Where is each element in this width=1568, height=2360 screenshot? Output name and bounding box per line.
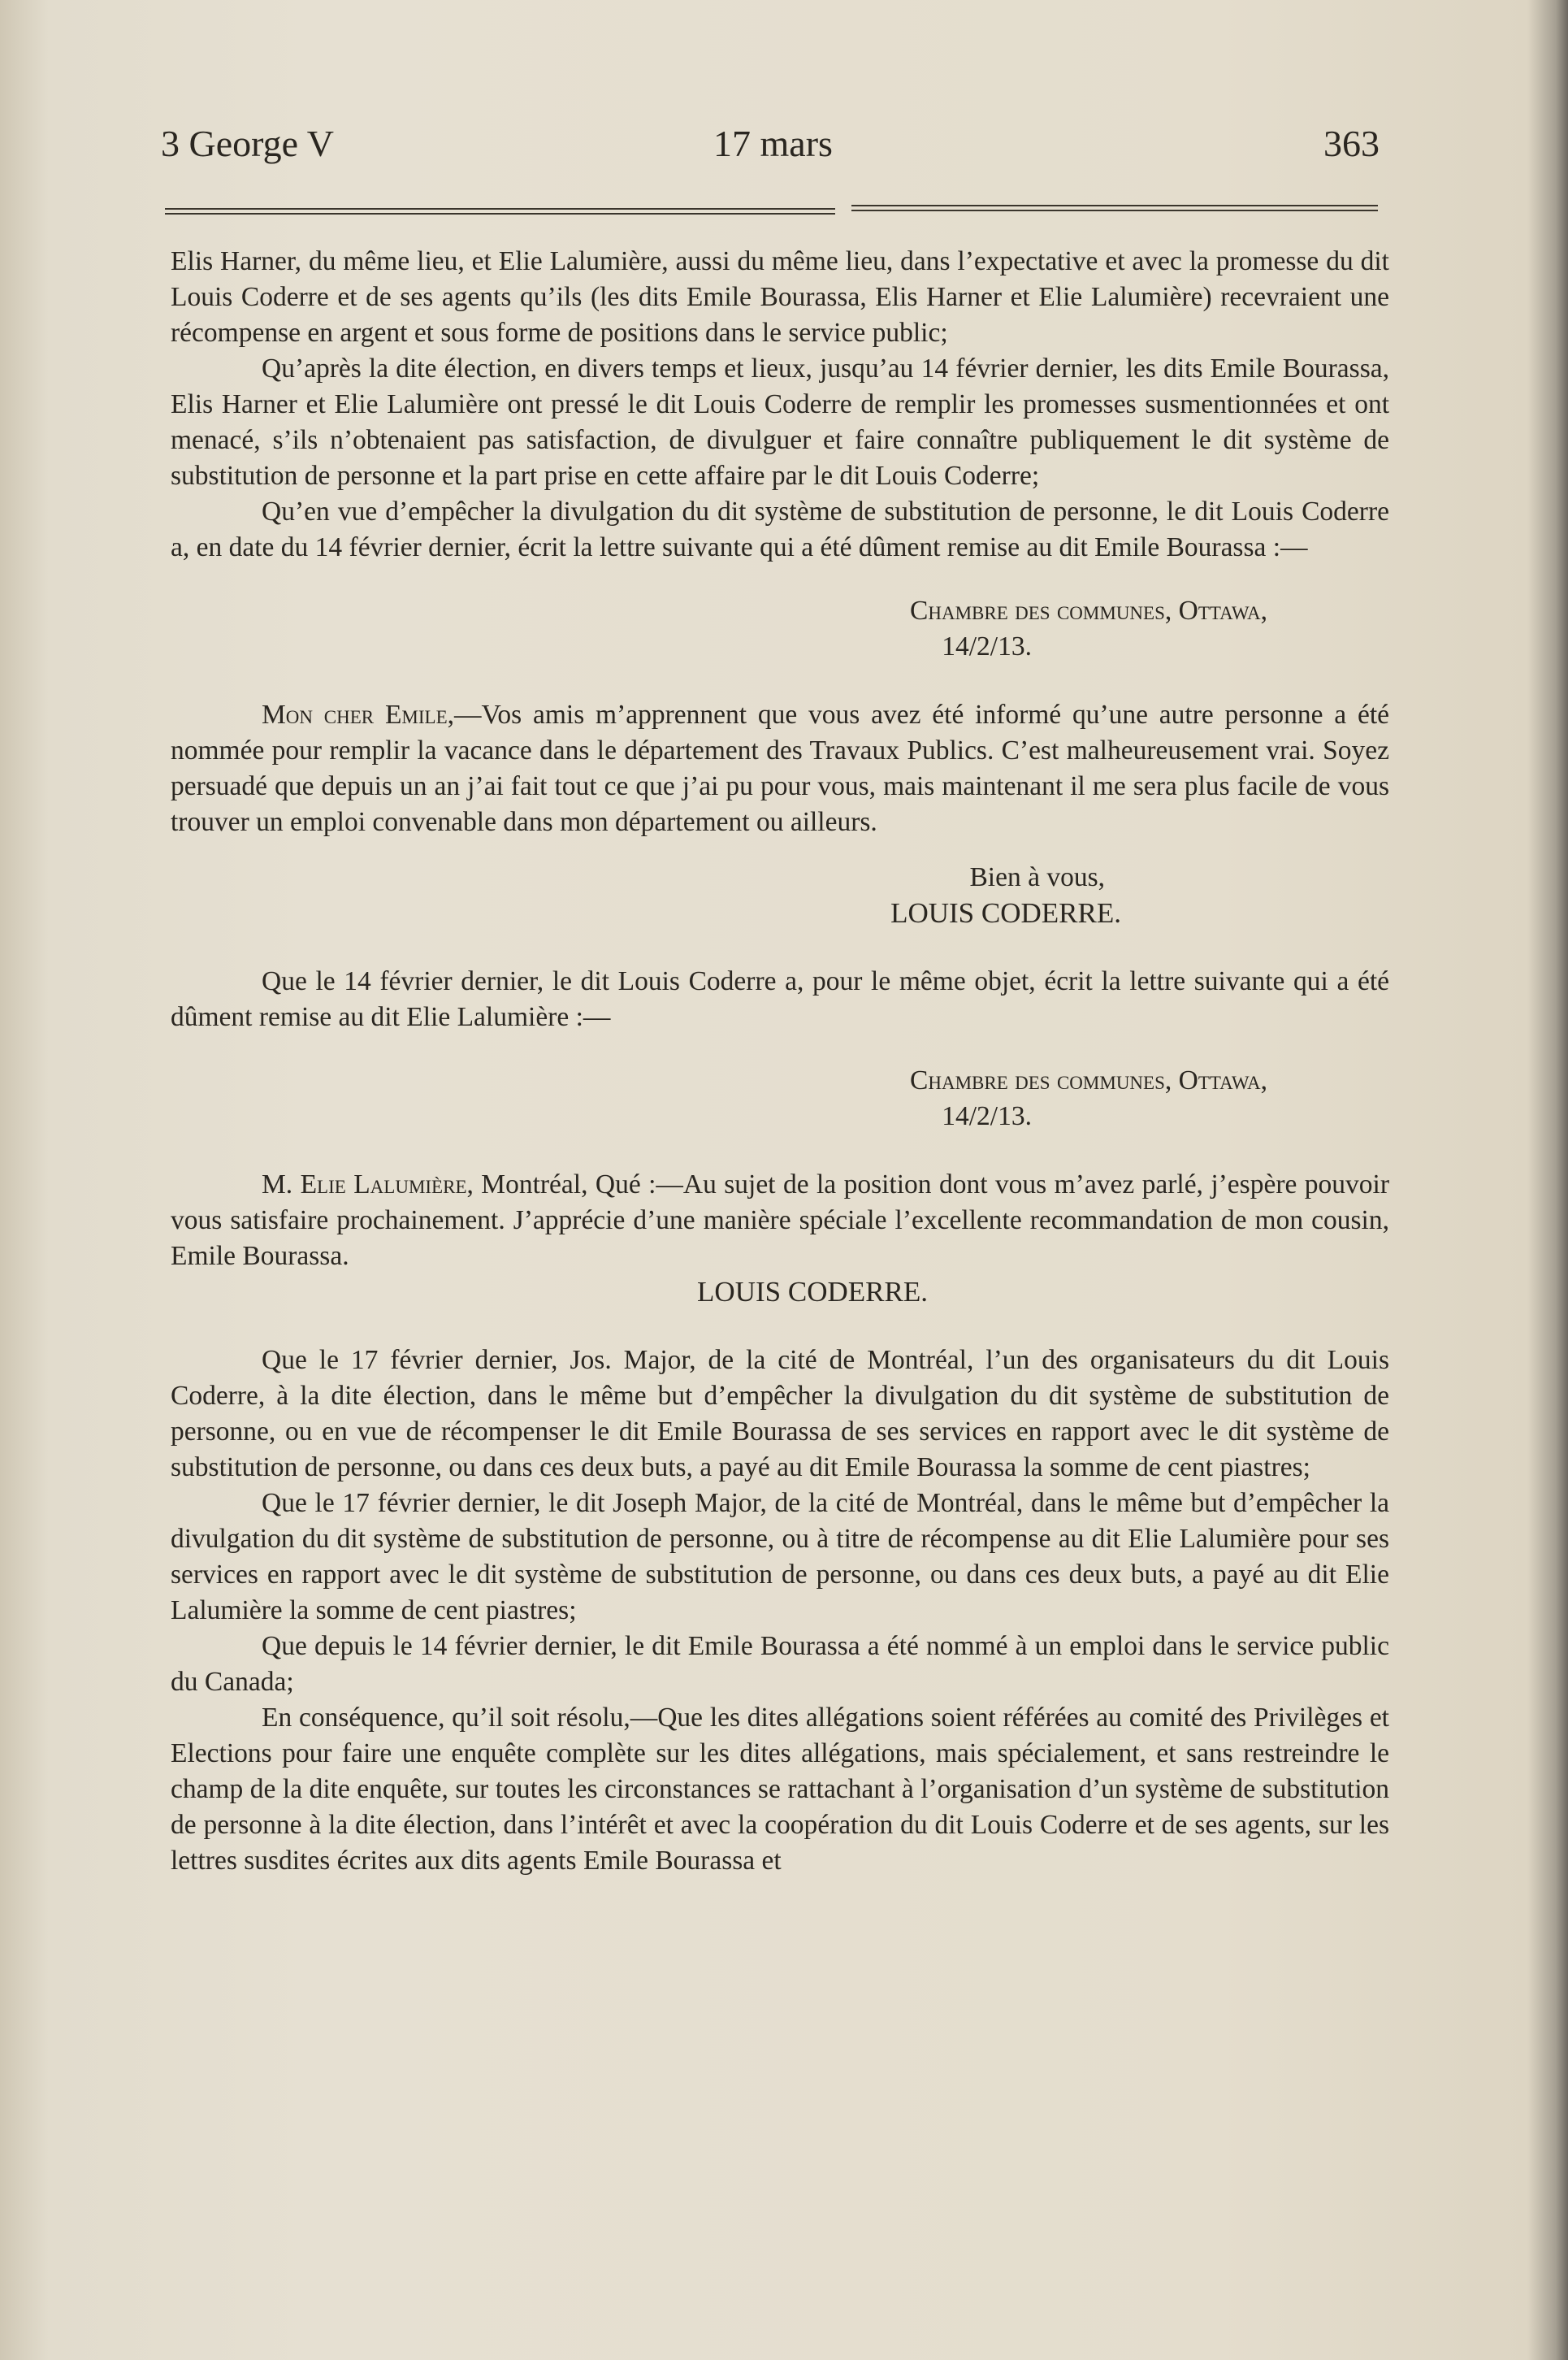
page-number: 363 xyxy=(1323,123,1380,164)
paragraph: Que le 17 février dernier, Jos. Major, de la cité de Montréal, l’un des organisateurs du dit Louis Coderre, à la dite élection, dans le même but d’empêcher la divulgation du dit système de substitution de personne, ou en vue de récompenser le dit Emile Bourassa de ses services en rapport avec le dit système de substitution de personne, ou dans ces deux buts, a payé au dit Emile Bourassa la somme de cent piastres; xyxy=(171,1345,1389,1482)
paragraph: Que le 17 février dernier, le dit Joseph Major, de la cité de Montréal, dans le même but d’empêcher la divulgation du dit système de substitution de personne, ou à titre de récompense au dit Elie Lalumière pour ses services en rapport avec le dit système de substitution de personne, ou dans ces deux buts, a payé au dit Elie Lalumière la somme de cent piastres; xyxy=(171,1488,1389,1625)
letter-address: Chambre des communes, Ottawa, xyxy=(910,596,1267,626)
letter-text: Montréal, Qué :—Au sujet de la position dont vous m’avez parlé, j’espère pouvoir vous satisfaire prochainement. J’apprécie d’une manière spéciale l’excellente recommandation de mon cousin, Emile Bourassa. xyxy=(171,1169,1389,1271)
paragraph: Qu’en vue d’empêcher la divulgation du dit système de substitution de personne, le dit Louis Coderre a, en date du 14 février dernier, écrit la lettre suivante qui a été dûment remise au dit Emile Bourassa :— xyxy=(171,497,1389,562)
running-head xyxy=(161,122,1380,179)
header-session: 3 George V xyxy=(161,123,334,164)
letter-heading xyxy=(171,1063,1389,1134)
paragraph: Que depuis le 14 février dernier, le dit Emile Bourassa a été nommé à un emploi dans le service public du Canada; xyxy=(171,1631,1389,1697)
letter-date: 14/2/13. xyxy=(942,631,1032,662)
letter-salutation: Mon cher Emile, xyxy=(262,700,454,730)
paragraph: Que le 14 février dernier, le dit Louis Coderre a, pour le même objet, écrit la lettre suivante qui a été dûment remise au dit Elie Lalumière :— xyxy=(171,966,1389,1032)
body-text xyxy=(171,244,1389,1879)
header-rule-left xyxy=(165,208,835,215)
letter-address: Chambre des communes, Ottawa, xyxy=(910,1065,1267,1095)
letter-salutation: M. Elie Lalumière, xyxy=(262,1169,474,1200)
paragraph: Qu’après la dite élection, en divers temps et lieux, jusqu’au 14 février dernier, les dits Emile Bourassa, Elis Harner et Elie Lalumière ont pressé le dit Louis Coderre de remplir les promesses susmentionnées et ont menacé, s’ils n’obtenaient pas satisfaction, de divulguer et faire connaître publiquement le dit système de substitution de personne et la part prise en cette affaire par le dit Louis Coderre; xyxy=(171,354,1389,491)
paragraph-continued: Elis Harner, du même lieu, et Elie Lalumière, aussi du même lieu, dans l’expectative et avec la promesse du dit Louis Coderre et de ses agents qu’ils (les dits Emile Bourassa, Elis Harner et Elie Lalumière) recevraient une récompense en argent et sous forme de positions dans le service public; xyxy=(171,246,1389,348)
letter-date: 14/2/13. xyxy=(942,1101,1032,1131)
paragraph: En conséquence, qu’il soit résolu,—Que les dites allégations soient référées au comité des Privilèges et Elections pour faire une enquête complète sur les dites allégations, mais spécialement, et sans restreindre le champ de la dite enquête, sur toutes les circonstances se rattachant à l’organisation d’un système de substitution de personne à la dite élection, dans l’intérêt et avec la coopération du dit Louis Coderre et de ses agents, sur les lettres susdites écrites aux dits agents Emile Bourassa et xyxy=(171,1703,1389,1876)
letter-signature: LOUIS CODERRE. xyxy=(890,897,1121,929)
header-rule-right xyxy=(851,205,1378,211)
letter-closing: Bien à vous, xyxy=(969,862,1105,892)
letter-text: —Vos amis m’apprennent que vous avez été informé qu’une autre personne a été nommée pour remplir la vacance dans le département des Travaux Publics. C’est malheureusement vrai. Soyez persuadé que depuis un an j’ai fait tout ce que j’ai pu pour vous, mais maintenant il me sera plus facile de vous trouver un emploi convenable dans mon département ou ailleurs. xyxy=(171,700,1389,837)
letter-body xyxy=(171,1167,1389,1274)
letter-body xyxy=(171,697,1389,840)
letter-heading xyxy=(171,593,1389,665)
letter-signature: LOUIS CODERRE. xyxy=(697,1276,928,1308)
header-date: 17 mars xyxy=(713,123,833,164)
